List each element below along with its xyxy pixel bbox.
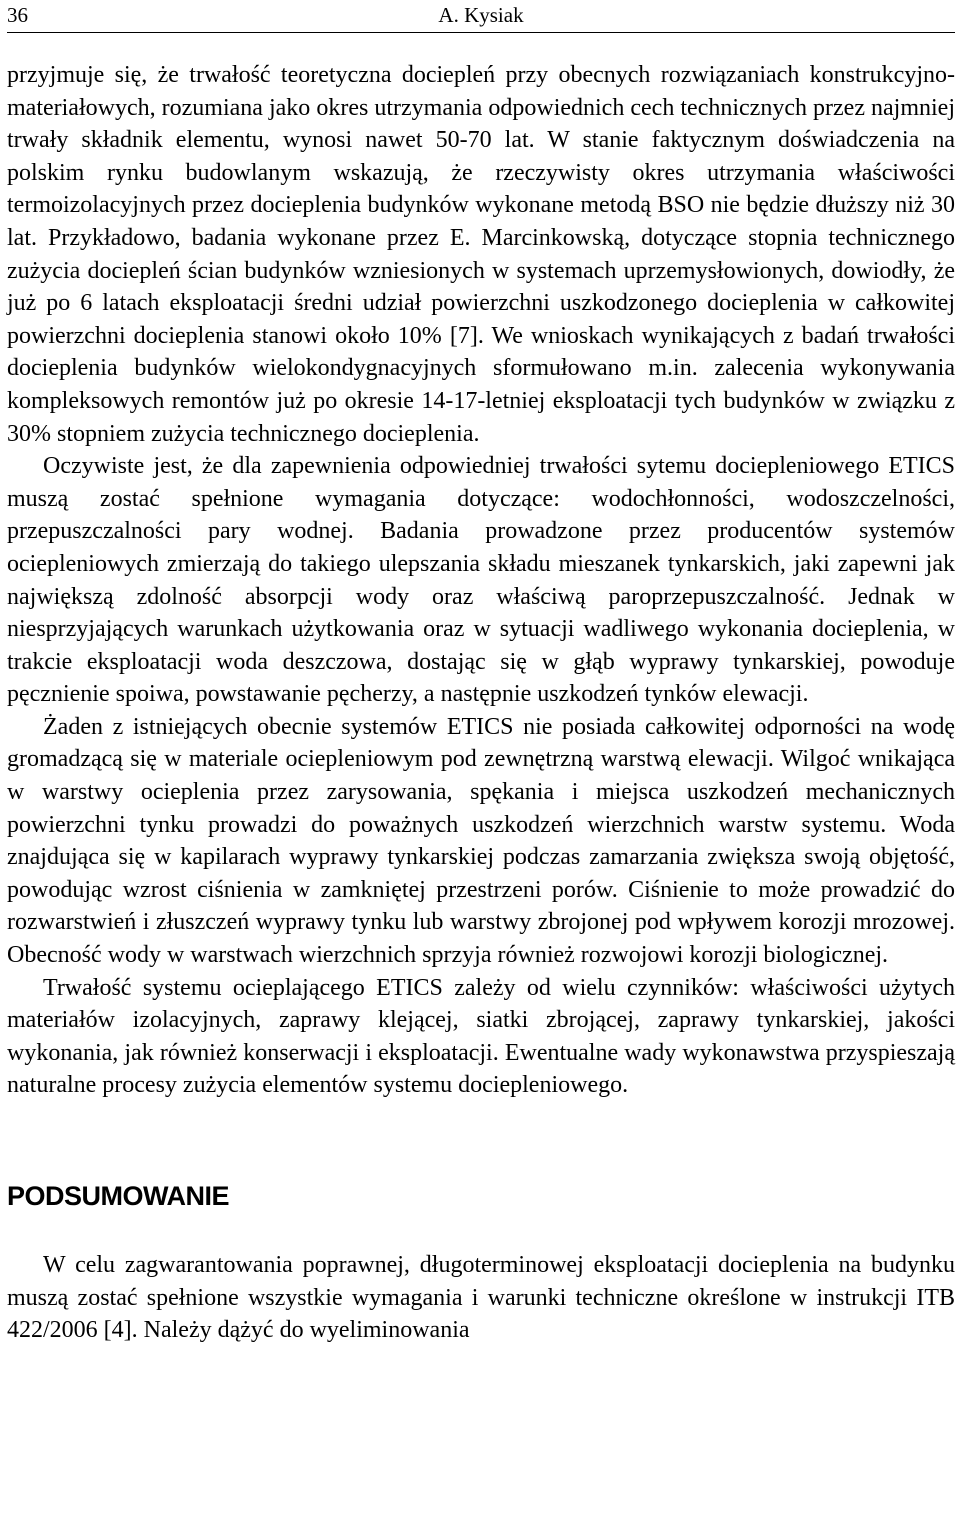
running-header [7,0,955,33]
paragraph-continued: przyjmuje się, że trwałość teoretyczna dociepleń przy obecnych rozwiązaniach konstrukcyjno-materiałowych, rozumiana jako okres utrzymania odpowiednich cech technicznych przez najmniej trwały składnik elementu, wynosi nawet 50-70 lat. W stanie faktycznym doświadczenia na polskim rynku budowlanym wskazują, że rzeczywisty okres utrzymania właściwości termoizolacyjnych przez docieplenia budynków wykonane metodą BSO nie będzie dłuższy niż 30 lat. Przykładowo, badania wykonane przez E. Marcinkowską, dotyczące stopnia technicznego zużycia dociepleń ścian budynków wzniesionych w systemach uprzemysłowionych, dowiodły, że już po 6 latach eksploatacji średni udział powierzchni uszkodzonego docieplenia w całkowitej powierzchni docieplenia stanowi około 10% [7]. We wnioskach wynikających z badań trwałości docieplenia budynków wielokondygnacyjnych sformułowano m.in. zalecenia wykonywania kompleksowych remontów już po okresie 14-17-letniej eksploatacji tych budynków w związku z 30% stopniem zużycia technicznego docieplenia. [7,62,955,447]
document-page [7,0,955,1347]
section-heading-summary: PODSUMOWANIE [7,1181,230,1211]
paragraph-durability-factors: Trwałość systemu ocieplającego ETICS zależy od wielu czynników: właściwości użytych materiałów izolacyjnych, zaprawy klejącej, siatki zbrojącej, zaprawy tynkarskiej, jakości wykonania, jak również konserwacji i eksploatacji. Ewentualne wady wykonawstwa przyspieszają naturalne procesy zużycia elementów systemu dociepleniowego. [7,974,955,1099]
main-text [7,59,955,1102]
running-title: A. Kysiak [438,3,524,27]
page-number: 36 [7,3,28,27]
paragraph-etics-requirements: Oczywiste jest, że dla zapewnienia odpowiedniej trwałości sytemu dociepleniowego ETICS muszą zostać spełnione wymagania dotyczące: wodochłonności, wodoszczelności, przepuszczalności pary wodnej. Badania prowadzone przez producentów systemów ociepleniowych zmierzają do takiego ulepszania składu mieszanek tynkarskich, jaki zapewni jak największą zdolność absorpcji wody oraz właściwą paroprzepuszczalność. Jednak w niesprzyjających warunkach użytkowania oraz w sytuacji wadliwego wykonania docieplenia, w trakcie eksploatacji woda deszczowa, dostając się w głąb wyprawy tynkarskiej, powoduje pęcznienie spoiwa, powstawanie pęcherzy, a następnie uszkodzeń tynków elewacji. [7,453,955,708]
paragraph-water-resistance: Żaden z istniejących obecnie systemów ETICS nie posiada całkowitej odporności na wodę gromadzącą się w materiale ociepleniowym pod zewnętrzną warstwą elewacji. Wilgoć wnikająca w warstwy ocieplenia przez zarysowania, spękania i miejsca uszkodzeń mechanicznych powierzchni tynku prowadzi do poważnych uszkodzeń wierzchnich warstw systemu. Woda znajdująca się w kapilarach wyprawy tynkarskiej podczas zamarzania zwiększa swoją objętość, powodując wzrost ciśnienia w zamkniętej przestrzeni porów. Ciśnienie to może prowadzić do rozwarstwień i złuszczeń wyprawy tynku lub warstwy zbrojonej pod wpływem korozji mrozowej. Obecność wody w warstwach wierzchnich sprzyja również rozwojowi korozji biologicznej. [7,713,955,969]
summary-text [7,1249,955,1347]
summary-paragraph: W celu zagwarantowania poprawnej, długoterminowej eksploatacji docieplenia na budynku muszą zostać spełnione wszystkie wymagania i warunki techniczne określone w instrukcji ITB 422/2006 [4]. Należy dążyć do wyeliminowania [7,1252,955,1344]
